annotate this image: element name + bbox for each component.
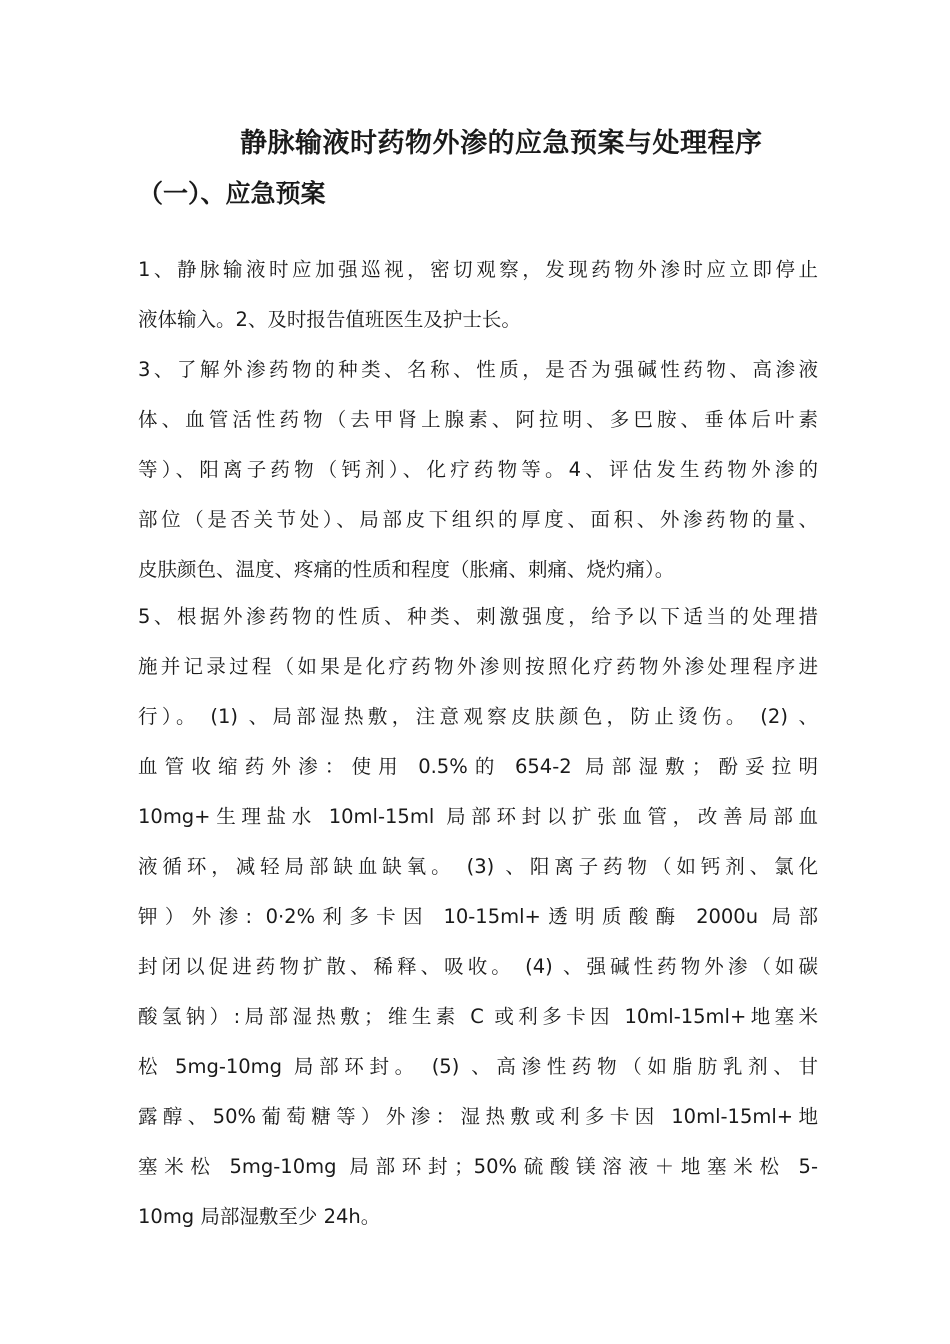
paragraph-line: 露醇、50%葡萄糖等）外渗：湿热敷或利多卡因 10ml-15ml+地: [138, 1105, 818, 1128]
paragraph-line: 液体输入。2、及时报告值班医生及护士长。: [138, 308, 521, 331]
paragraph-line: 施并记录过程（如果是化疗药物外渗则按照化疗药物外渗处理程序进: [138, 655, 818, 678]
paragraph-1: [138, 245, 818, 345]
paragraph-line: 1、静脉输液时应加强巡视，密切观察，发现药物外渗时应立即停止: [138, 258, 818, 281]
paragraph-3: [138, 592, 818, 1242]
paragraph-line: 松 5mg-10mg 局部环封。 (5) 、高渗性药物（如脂肪乳剂、甘: [138, 1055, 818, 1078]
paragraph-line: 5、根据外渗药物的性质、种类、刺激强度，给予以下适当的处理措: [138, 605, 818, 628]
paragraph-line: 皮肤颜色、温度、疼痛的性质和程度（胀痛、刺痛、烧灼痛）。: [138, 558, 675, 581]
paragraph-line: 10mg 局部湿敷至少 24h。: [138, 1205, 381, 1228]
paragraph-2: [138, 345, 818, 595]
paragraph-line: 体、血管活性药物（去甲肾上腺素、阿拉明、多巴胺、垂体后叶素: [138, 408, 818, 431]
paragraph-line: 3、了解外渗药物的种类、名称、性质，是否为强碱性药物、高渗液: [138, 358, 818, 381]
paragraph-line: 等）、阳离子药物（钙剂）、化疗药物等。4、评估发生药物外渗的: [138, 458, 818, 481]
paragraph-line: 部位（是否关节处）、局部皮下组织的厚度、面积、外渗药物的量、: [138, 508, 818, 531]
section-heading: （一）、应急预案: [138, 179, 326, 208]
paragraph-line: 酸氢钠）:局部湿热敷；维生素 C 或利多卡因 10ml-15ml+地塞米: [138, 1005, 818, 1028]
document-title: 静脉输液时药物外渗的应急预案与处理程序: [240, 128, 763, 159]
paragraph-line: 行）。 (1) 、局部湿热敷，注意观察皮肤颜色，防止烫伤。 (2) 、: [138, 705, 818, 728]
paragraph-line: 血管收缩药外渗：使用 0.5%的 654-2 局部湿敷；酚妥拉明: [138, 755, 818, 778]
paragraph-line: 封闭以促进药物扩散、稀释、吸收。 (4) 、强碱性药物外渗（如碳: [138, 955, 818, 978]
paragraph-line: 10mg+生理盐水 10ml-15ml 局部环封以扩张血管，改善局部血: [138, 805, 818, 828]
paragraph-line: 塞米松 5mg-10mg 局部环封；50%硫酸镁溶液＋地塞米松 5-: [138, 1155, 818, 1178]
paragraph-line: 液循环，减轻局部缺血缺氧。 (3) 、阳离子药物（如钙剂、氯化: [138, 855, 818, 878]
paragraph-line: 钾）外渗: 0·2%利多卡因 10-15ml+透明质酸酶 2000u 局部: [138, 905, 818, 928]
